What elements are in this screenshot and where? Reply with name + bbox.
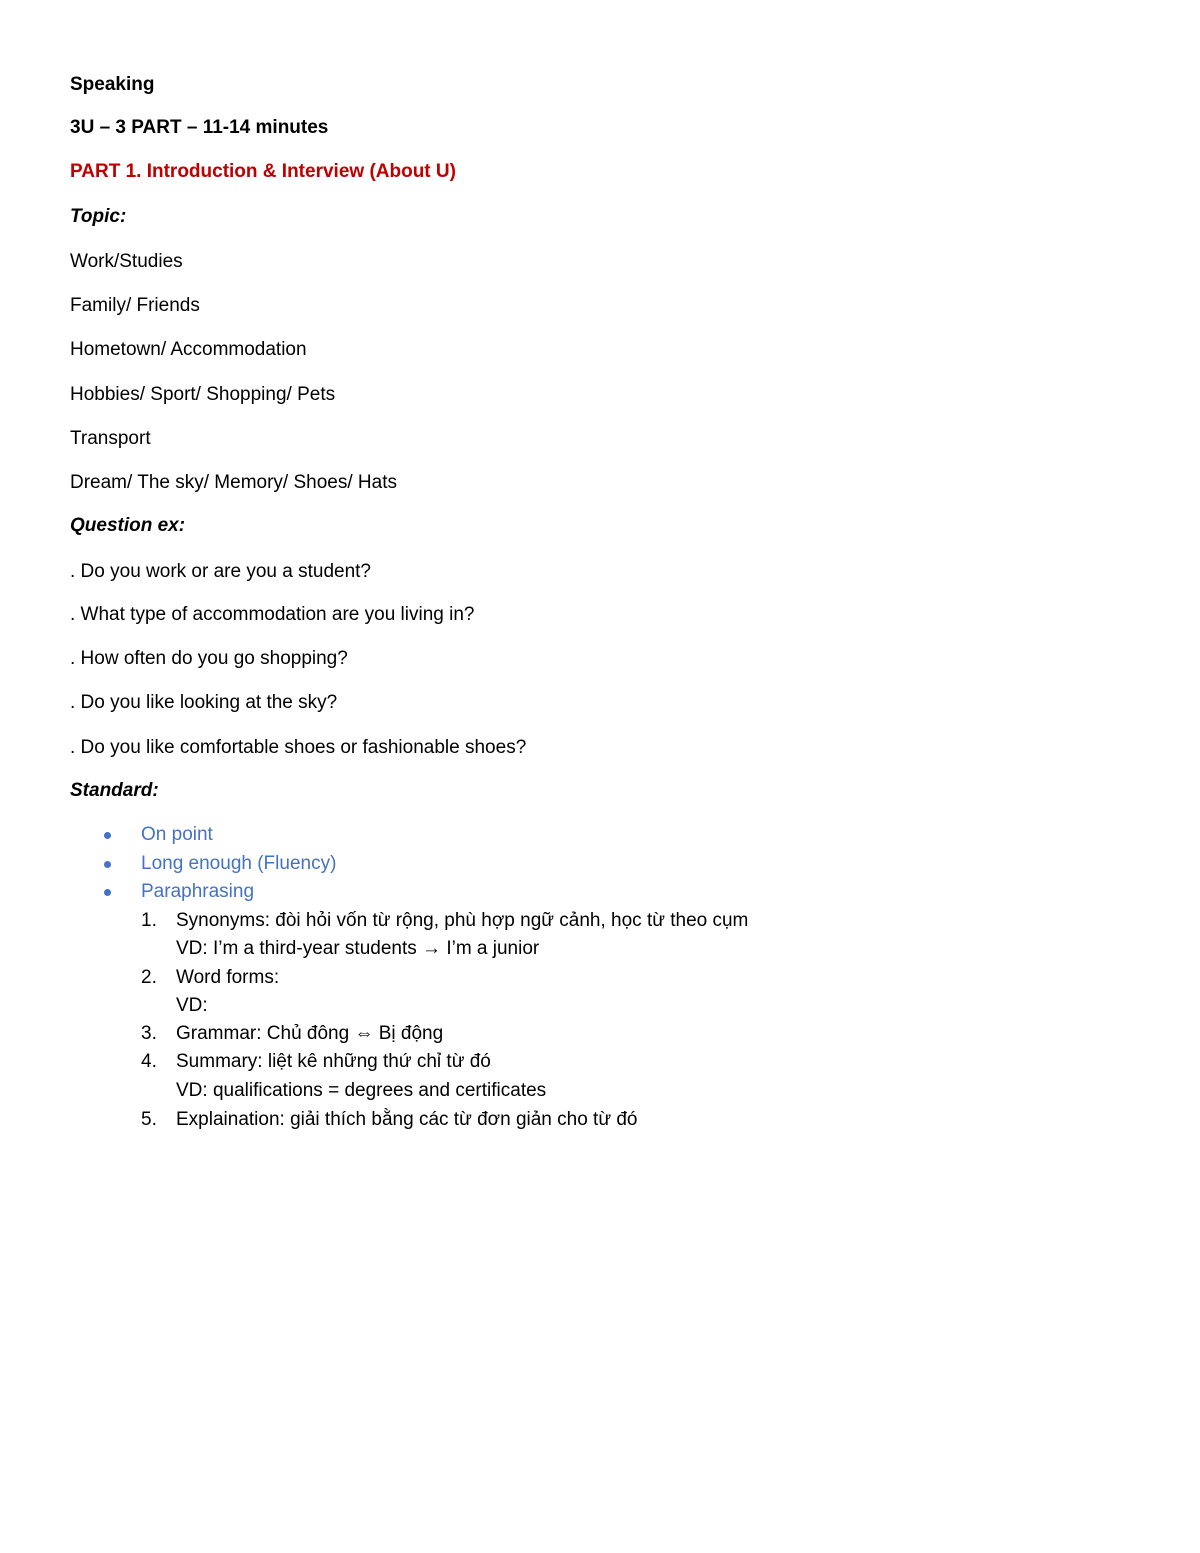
standard-text: Paraphrasing	[141, 881, 255, 902]
item-number: 4.	[141, 1051, 157, 1072]
topic-item: Family/ Friends	[70, 295, 200, 316]
standard-text: Long enough (Fluency)	[141, 853, 337, 874]
item-number: 2.	[141, 967, 157, 988]
topic-label: Topic:	[70, 206, 127, 227]
question-item: . Do you like looking at the sky?	[70, 692, 338, 713]
item-example: VD:	[176, 995, 208, 1016]
topic-item: Transport	[70, 428, 151, 449]
topic-item: Hometown/ Accommodation	[70, 339, 307, 360]
part1-heading: PART 1. Introduction & Interview (About U)	[70, 161, 456, 182]
bullet-icon	[104, 889, 111, 896]
bullet-icon	[104, 861, 111, 868]
topic-item: Work/Studies	[70, 251, 183, 272]
doc-title: Speaking	[70, 74, 155, 95]
item-text: Grammar: Chủ đông ⇔ Bị động	[176, 1023, 444, 1044]
question-item: . Do you work or are you a student?	[70, 561, 371, 582]
item-text: Explaination: giải thích bằng các từ đơn giản cho từ đó	[176, 1109, 638, 1130]
item-text: Synonyms: đòi hỏi vốn từ rộng, phù hợp ngữ cảnh, học từ theo cụm	[176, 910, 749, 931]
question-label: Question ex:	[70, 515, 186, 536]
question-item: . Do you like comfortable shoes or fashionable shoes?	[70, 737, 527, 758]
item-number: 1.	[141, 910, 157, 931]
item-example: VD: qualifications = degrees and certificates	[176, 1080, 547, 1101]
bullet-icon	[104, 832, 111, 839]
doc-subtitle: 3U – 3 PART – 11-14 minutes	[70, 117, 329, 138]
question-item: . How often do you go shopping?	[70, 648, 348, 669]
item-number: 3.	[141, 1023, 157, 1044]
item-number: 5.	[141, 1109, 157, 1130]
topic-item: Dream/ The sky/ Memory/ Shoes/ Hats	[70, 472, 397, 493]
topic-item: Hobbies/ Sport/ Shopping/ Pets	[70, 384, 336, 405]
item-example: VD: I’m a third-year students → I’m a junior	[176, 938, 540, 959]
item-text: Summary: liệt kê những thứ chỉ từ đó	[176, 1051, 491, 1072]
question-item: . What type of accommodation are you living in?	[70, 604, 475, 625]
standard-label: Standard:	[70, 780, 159, 801]
standard-text: On point	[141, 824, 213, 845]
item-text: Word forms:	[176, 967, 280, 988]
